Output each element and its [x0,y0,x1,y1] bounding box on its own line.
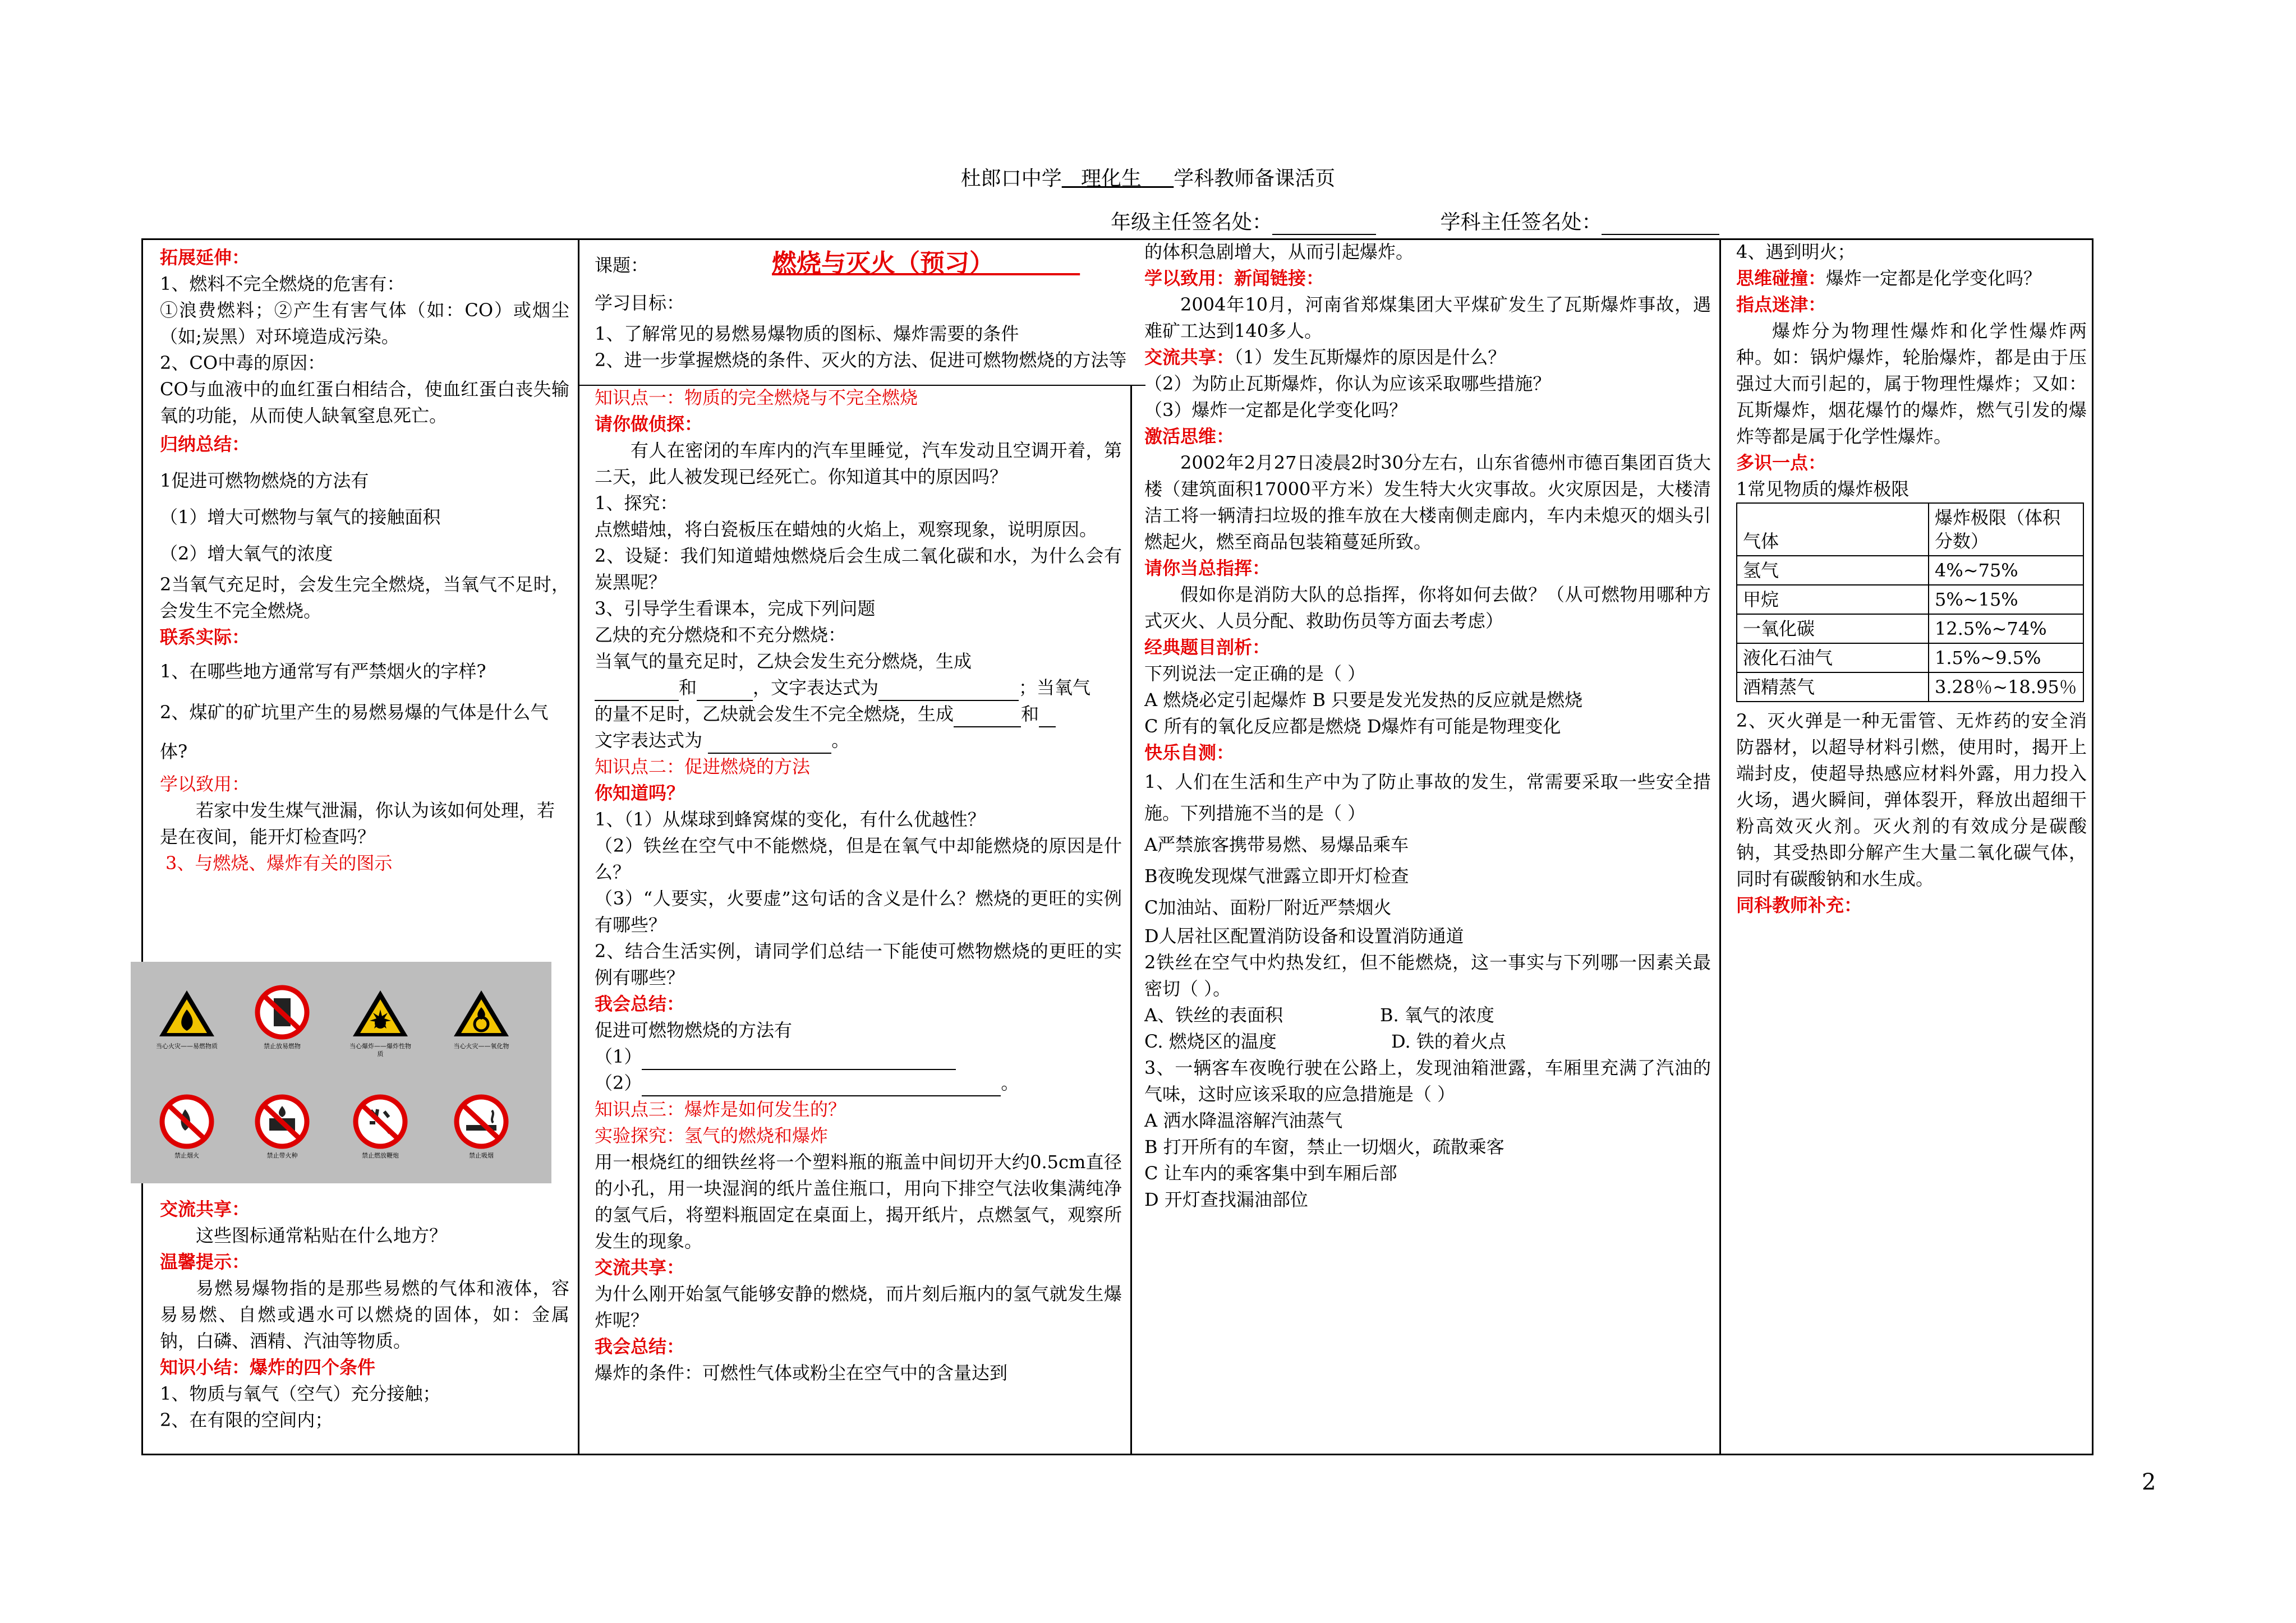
option: D 开灯查找漏油部位 [1144,1189,1308,1210]
heading-think: 激活思维： [1144,426,1235,447]
text: 2、在有限的空间内； [160,1409,333,1431]
heading-sum: 我会总结： [595,993,685,1015]
heading-more: 多识一点： [1736,452,1826,473]
grade-director-sign-label: 年级主任签名处： [1111,211,1273,234]
text: 2002年2月27日凌晨2时30分左右，山东省德州市德百集团百货大楼（建筑面积17000平方米）发生特大火灾事故。火灾原因是，大楼清洁工将一辆清扫垃圾的推车放在大楼南侧走廊内，车内未熄灭的烟头引燃起火，燃至商品包装箱蔓延所致。 [1144,452,1711,552]
limit-cell: 1.5%~9.5% [1929,643,2083,672]
text: 爆炸分为物理性爆炸和化学性爆炸两种。如：锅炉爆炸，轮胎爆炸，都是由于压强过大而引起的，属于物理性爆炸；又如：瓦斯爆炸，烟花爆竹的爆炸，燃气引发的爆炸等都是属于化学性爆炸。 [1736,320,2087,447]
option: B 打开所有的车窗，禁止一切烟火，疏散乘客 [1144,1136,1504,1158]
table-row [1737,643,2083,672]
text: 1促进可燃物燃烧的方法有 [160,470,369,491]
blank-field[interactable] [1039,709,1056,727]
blank-field[interactable] [954,709,1021,727]
text: 2、灭火弹是一种无雷管、无炸药的安全消防器材，以超导材料引燃，使用时，揭开上端封皮，使超导热感应材料外露，用力投入火场，遇火瞬间，弹体裂开，释放出超细干粉高效灭火剂。灭火剂的有效成分是碳酸钠，其受热即分解产生大量二氧化碳气体，同时有碳酸钠和水生成。 [1736,710,2087,889]
text: 2、煤矿的矿坑里产生的易燃易爆的气体是什么气体? [160,702,549,762]
column-extension [160,245,569,877]
heading-guide: 指点迷津： [1736,294,1826,315]
text: （3）“人要实，火要虚”这句话的含义是什么？燃烧的更旺的实例有哪些？ [595,888,1122,935]
heading-share: 交流共享： [595,1257,685,1278]
text: ①浪费燃料；②产生有害气体（如：CO）或烟尘（如;炭黑）对环境造成污染。 [160,299,569,347]
text: （2）增大氧气的浓度 [160,543,333,564]
text: 乙炔的充分燃烧和不充分燃烧： [595,624,846,645]
table-row [1737,614,2083,643]
heading-apply: 学以致用： [160,773,250,795]
heading-commander: 请你当总指挥： [1144,557,1271,579]
limit-cell: 5%~15% [1929,585,2083,614]
heading-detective: 请你做侦探： [595,413,703,435]
subject-name: 理化生 [1081,167,1142,190]
blank-field[interactable] [595,683,679,701]
text: 用一根烧红的细铁丝将一个塑料瓶的瓶盖中间切开大约0.5cm直径的小孔，用一块湿润的纸片盖住瓶口，用向下排空气法收集满纯净的氢气后，将塑料瓶固定在桌面上，揭开纸片，点燃氢气，观察所发生的现象。 [595,1151,1122,1252]
no-open-flame-icon: 禁止烟火 [153,1094,220,1160]
heading-news: 学以致用：新闻链接： [1144,268,1324,289]
signature-row [1111,206,1719,235]
text: 3、引导学生看课本，完成下列问题 [595,598,876,619]
text: 2、设疑：我们知道蜡烛燃烧后会生成二氧化碳和水，为什么会有炭黑呢？ [595,545,1122,593]
explosion-limit-table [1736,502,2084,702]
gas-cell: 酒精蒸气 [1737,672,1929,702]
text: （2）铁丝在空气中不能燃烧，但是在氧气中却能燃烧的原因是什么？ [595,835,1122,883]
text: 1、在哪些地方通常写有严禁烟火的字样? [160,661,486,682]
option: B夜晚发现煤气泄露立即开灯检查 [1144,865,1409,887]
heading-know: 你知道吗？ [595,782,685,804]
topic-title: 燃烧与灭火（预习） [772,249,995,278]
no-fire-icon: 禁止带火种 [249,1094,316,1160]
blank-field[interactable] [642,1052,956,1070]
goal-item: 1、了解常见的易燃易爆物质的图标、爆炸需要的条件 [595,323,1019,344]
blank-field[interactable] [697,683,753,701]
text: 易燃易爆物指的是那些易燃的气体和液体，容易易燃、自燃或遇水可以燃烧的固体，如：金属钠，白磷、酒精、汽油等物质。 [160,1278,569,1352]
text: 1、燃料不完全燃烧的危害有： [160,273,405,294]
heading-share: 交流共享： [1144,347,1235,368]
text: 若家中发生煤气泄漏，你认为该如何处理，若是在夜间，能开灯检查吗？ [160,800,555,847]
heading-extend: 拓展延伸： [160,247,250,268]
divider-3 [1719,240,1721,1454]
table-row [1737,556,2083,585]
page-number: 2 [2142,1469,2156,1495]
option: D人居社区配置消防设备和设置消防通道 [1144,925,1464,947]
heading-tip: 温馨提示： [160,1251,250,1272]
option: C 让车内的乘客集中到车厢后部 [1144,1163,1397,1184]
fill-in-line: （2） 。 [595,1070,1122,1096]
text: （1）发生瓦斯爆炸的原因是什么？ [1234,347,1506,368]
text: （3）爆炸一定都是化学变化吗？ [1144,399,1407,421]
page-header [0,163,2296,191]
blank-field[interactable] [878,683,1019,701]
heading-k2: 知识点二：促进燃烧的方法 [595,756,811,777]
explosive-warning-icon: 当心爆炸——爆炸性物质 [347,987,414,1058]
question: 1、人们在生活和生产中为了防止事故的发生，常需要采取一些安全措施。下列措施不当的是（ ） [1144,771,1711,824]
heading-test: 快乐自测： [1144,742,1235,763]
limit-cell: 4%~75% [1929,556,2083,585]
page-name: 学科教师备课活页 [1174,167,1336,190]
text: 这些图标通常粘贴在什么地方？ [196,1225,448,1246]
option-row: C. 燃烧区的温度 D. 铁的着火点 [1144,1031,1506,1052]
blank-field[interactable] [642,1078,1001,1096]
heading-experiment: 实验探究：氢气的燃烧和爆炸 [595,1125,829,1146]
gas-cell: 氢气 [1737,556,1929,585]
flammable-warning-icon: 当心火灾——易燃物质 [153,987,220,1050]
text: 2004年10月，河南省郑煤集团大平煤矿发生了瓦斯爆炸事故，遇难矿工达到140多人。 [1144,294,1711,342]
text: 爆炸一定都是化学变化吗？ [1826,268,2042,289]
fill-in-line: 文字表达式为 。 [595,727,1122,754]
fill-in-line: 和 ，文字表达式为 ；当氧气 [595,675,1122,701]
subject-director-sign-field[interactable] [1602,215,1719,235]
text: 有人在密闭的车库内的汽车里睡觉，汽车发动且空调开着，第二天，此人被发现已经死亡。你知道其中的原因吗？ [595,440,1122,487]
topic-label: 课题： [595,255,649,276]
heading-k1: 知识点一：物质的完全燃烧与不完全燃烧 [595,387,918,408]
text: 为什么刚开始氢气能够安静的燃烧，而片刻后瓶内的氢气就发生爆炸呢？ [595,1283,1122,1331]
option-row: A、铁丝的表面积 B. 氧气的浓度 [1144,1004,1494,1026]
option: C加油站、面粉厂附近严禁烟火 [1144,897,1392,918]
divider-1 [578,240,579,1454]
column-extension-bottom [160,1196,569,1433]
text: 2、CO中毒的原因： [160,352,326,374]
text: CO与血液中的血红蛋白相结合，使血红蛋白丧失输氧的功能，从而使人缺氧窒息死亡。 [160,379,569,426]
question: 2铁丝在空气中灼热发红，但不能燃烧，这一事实与下列哪一因素关最密切（ ）。 [1144,952,1711,999]
no-firecracker-icon: 禁止燃放鞭炮 [347,1094,414,1160]
table-header-cell: 气体 [1737,503,1929,556]
fill-in-line: （1） [595,1044,1122,1070]
limit-cell: 12.5%~74% [1929,614,2083,643]
text: 1、（1）从煤球到蜂窝煤的变化，有什么优越性？ [595,809,986,830]
heading-peer: 同科教师补充： [1736,895,1862,916]
grade-director-sign-field[interactable] [1272,215,1376,235]
question: 下列说法一定正确的是（ ） [1144,663,1366,684]
no-smoking-icon: 禁止吸烟 [448,1094,515,1160]
heading-sum2: 我会总结： [595,1336,685,1357]
oxidizer-warning-icon: 当心火灾——氧化物 [448,987,515,1050]
divider-2 [1130,385,1132,1454]
text: 当氧气的量充足时，乙炔会发生充分燃烧，生成 [595,651,972,672]
table-row [1737,585,2083,614]
no-fireworks-icon: 禁止放易燃物 [249,984,316,1050]
gas-cell: 甲烷 [1737,585,1929,614]
heading-classic: 经典题目剖析： [1144,637,1271,658]
text: 点燃蜡烛，将白瓷板压在蜡烛的火焰上，观察现象，说明原因。 [595,519,1098,540]
goal-item: 2、进一步掌握燃烧的条件、灭火的方法、促进可燃物燃烧的方法等 [595,349,1127,371]
table-header-cell: 爆炸极限（体积分数） [1929,503,2083,556]
heading-summary: 归纳总结： [160,434,250,455]
column-knowledge [595,385,1122,1386]
heading-knowledge: 知识小结：爆炸的四个条件 [160,1357,376,1378]
heading-signs: 3、与燃烧、爆炸有关的图示 [165,852,393,874]
text: 2当氧气充足时，会发生完全燃烧，当氧气不足时，会发生不完全燃烧。 [160,574,569,621]
text: 促进可燃物燃烧的方法有 [595,1020,793,1041]
gas-cell: 一氧化碳 [1737,614,1929,643]
text: 2、结合生活实例，请同学们总结一下能使可燃物燃烧的更旺的实例有哪些？ [595,940,1122,988]
question: 3、一辆客车夜晚行驶在公路上，发现油箱泄露，车厢里充满了汽油的气味，这时应该采取的应急措施是（ ） [1144,1057,1711,1105]
option: A 燃烧必定引起爆炸 B 只要是发光发热的反应就是燃烧 [1144,689,1583,711]
fill-in-line: 的量不足时，乙炔就会发生不完全燃烧，生成 和 [595,701,1122,727]
safety-signs-image [131,962,551,1183]
text: 4、遇到明火； [1736,241,1856,262]
heading-share: 交流共享： [160,1198,250,1220]
table-header-row [1737,503,2083,556]
heading-think: 思维碰撞： [1736,268,1826,289]
subject-director-sign-label: 学科主任签名处： [1440,211,1602,234]
table-row [1737,672,2083,702]
text: 1、物质与氧气（空气）充分接触； [160,1383,441,1404]
option: A 洒水降温溶解汽油蒸气 [1144,1110,1343,1131]
heading-practice: 联系实际： [160,626,250,648]
column-application [1144,239,1711,1213]
text: 1、探究： [595,492,678,514]
lesson-plan-frame [141,238,2093,1455]
gas-cell: 液化石油气 [1737,643,1929,672]
blank-field[interactable] [708,736,831,754]
limit-cell: 3.28％~18.95％ [1929,672,2083,702]
text: （2）为防止瓦斯爆炸，你认为应该采取哪些措施？ [1144,373,1551,394]
text: 1常见物质的爆炸极限 [1736,478,1910,500]
text: 假如你是消防大队的总指挥，你将如何去做？（从可燃物用哪种方式灭火、人员分配、救助伤员等方面去考虑） [1144,584,1711,631]
column-more [1736,239,2087,919]
text: 的体积急剧增大，从而引起爆炸。 [1144,241,1414,262]
text: （1）增大可燃物与氧气的接触面积 [160,506,441,528]
text: 爆炸的条件：可燃性气体或粉尘在空气中的含量达到 [595,1362,1008,1384]
option: C 所有的氧化反应都是燃烧 D爆炸有可能是物理变化 [1144,716,1561,737]
goals-label: 学习目标： [595,292,685,313]
school-name: 杜郎口中学 [960,167,1062,190]
option: A严禁旅客携带易燃、易爆品乘车 [1144,834,1409,855]
heading-k3: 知识点三：爆炸是如何发生的？ [595,1099,846,1120]
